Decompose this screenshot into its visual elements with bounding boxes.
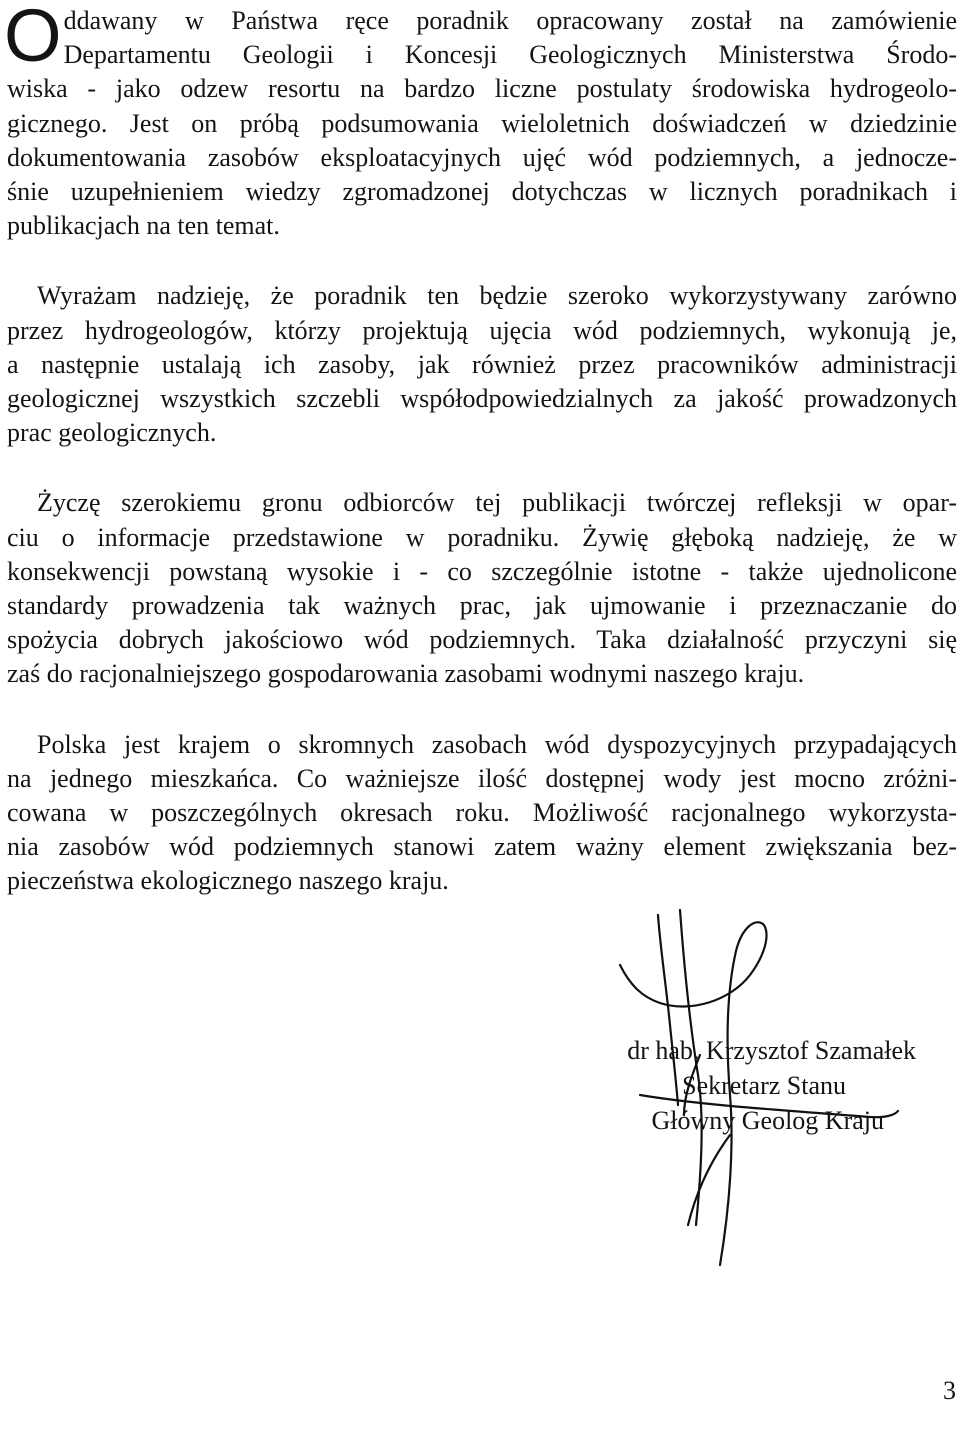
paragraph-line: standardy prowadzenia tak ważnych prac, jak ujmowanie i przeznaczanie do bbox=[7, 591, 957, 621]
signature-text bbox=[560, 1033, 940, 1138]
paragraph-line: gicznego. Jest on próbą podsumowania wieloletnich doświadczeń w dziedzinie bbox=[7, 108, 957, 138]
paragraph-line: wiska - jako odzew resortu na bardzo liczne postulaty środowiska hydrogeolo- bbox=[7, 74, 957, 104]
paragraph-line: pieczeństwa ekologicznego naszego kraju. bbox=[7, 866, 449, 896]
paragraph-line: geologicznej wszystkich szczebli współodpowiedzialnych za jakość prowadzonych bbox=[7, 384, 957, 414]
signatory-role: Sekretarz Stanu bbox=[682, 1071, 846, 1100]
paragraph-line: dokumentowania zasobów eksploatacyjnych ujęć wód podziemnych, a jednocze- bbox=[7, 142, 957, 172]
signatory-name: dr hab. Krzysztof Szamałek bbox=[627, 1036, 916, 1065]
paragraph-4 bbox=[7, 728, 957, 899]
paragraph-line: Departamentu Geologii i Koncesji Geologicznych Ministerstwa Środo- bbox=[63, 40, 957, 70]
paragraph-line: cowana w poszczególnych okresach roku. Możliwość racjonalnego wykorzysta- bbox=[7, 798, 957, 828]
paragraph-line: ciu o informacje przedstawione w poradniku. Żywię głęboką nadzieję, że w bbox=[7, 522, 957, 552]
paragraph-line: konsekwencji powstaną wysokie i - co szczególnie istotne - także ujednolicone bbox=[7, 556, 957, 586]
paragraph-line: Polska jest krajem o skromnych zasobach wód dyspozycyjnych przypadających bbox=[37, 729, 957, 759]
paragraph-line: spożycia dobrych jakościowo wód podziemnych. Taka działalność przyczyni się bbox=[7, 625, 957, 655]
page-number: 3 bbox=[943, 1376, 956, 1405]
signature-block bbox=[560, 905, 940, 1275]
paragraph-line: na jednego mieszkańca. Co ważniejsze ilość dostępnej wody jest mocno zróżni- bbox=[7, 763, 957, 793]
paragraph-line: Wyrażam nadzieję, że poradnik ten będzie szeroko wykorzystywany zarówno bbox=[37, 281, 957, 311]
body-text bbox=[4, 0, 957, 899]
paragraph-line: przez hydrogeologów, którzy projektują ujęcia wód podziemnych, wykonują je, bbox=[7, 315, 957, 345]
paragraph-line: Życzę szerokiemu gronu odbiorców tej publikacji twórczej refleksji w opar- bbox=[37, 488, 957, 518]
paragraph-line: zaś do racjonalniejszego gospodarowania zasobami wodnymi naszego kraju. bbox=[7, 659, 805, 689]
paragraph-line: a następnie ustalają ich zasoby, jak również przez pracowników administracji bbox=[7, 349, 957, 379]
paragraph-line: nia zasobów wód podziemnych stanowi zatem ważny element zwiększania bez- bbox=[7, 832, 957, 862]
paragraph-line: prac geologicznych. bbox=[7, 418, 217, 448]
paragraph-line: ddawany w Państwa ręce poradnik opracowany został na zamówienie bbox=[63, 6, 957, 35]
paragraph-3 bbox=[7, 486, 957, 691]
signatory-title: Główny Geolog Kraju bbox=[651, 1106, 884, 1135]
paragraph-line: śnie uzupełnieniem wiedzy zgromadzonej dotychczas w licznych poradnikach i bbox=[7, 177, 957, 207]
paragraph-1 bbox=[4, 0, 957, 243]
drop-cap-letter: O bbox=[4, 0, 62, 77]
paragraph-2 bbox=[7, 279, 957, 450]
paragraph-line: publikacjach na ten temat. bbox=[7, 211, 280, 241]
